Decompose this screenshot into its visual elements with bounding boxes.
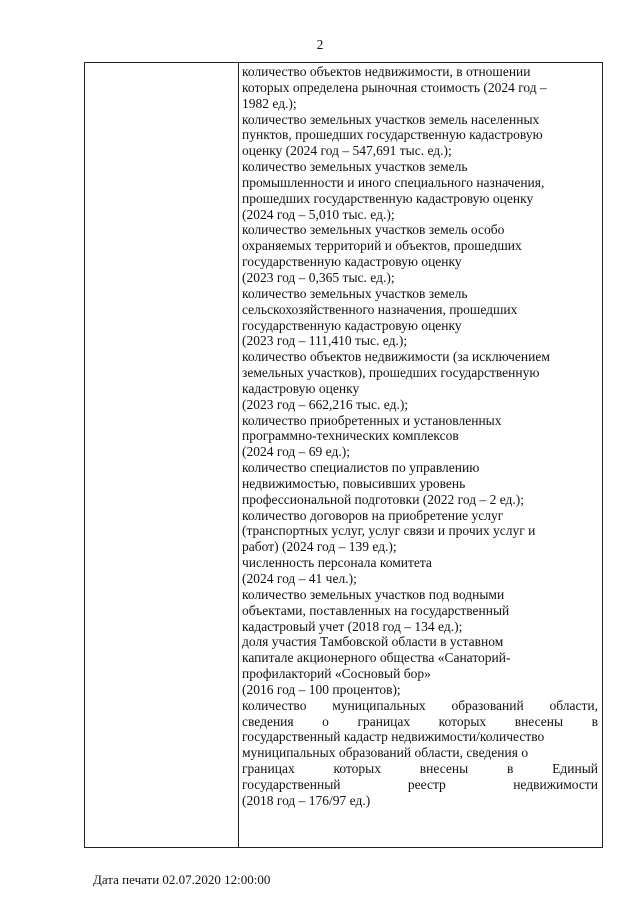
- word: границах: [357, 713, 411, 729]
- word: в: [591, 713, 598, 729]
- text-line: пунктов, прошедших государственную кадастровую: [242, 127, 543, 143]
- text-line: (2024 год – 69 ед.);: [242, 444, 350, 460]
- word: реестр: [407, 776, 446, 792]
- text-line: 1982 ед.);: [242, 95, 297, 111]
- text-line: количество приобретенных и установленных: [242, 412, 502, 428]
- text-line: количество договоров на приобретение услуг: [242, 507, 504, 523]
- justified-paragraph: [242, 698, 598, 793]
- text-line: которых определена рыночная стоимость (2024 год –: [242, 79, 547, 95]
- word: внесены: [514, 713, 564, 729]
- column-divider: [238, 63, 239, 847]
- word: количество: [242, 697, 307, 713]
- text-line: количество специалистов по управлению: [242, 460, 480, 476]
- word: в: [506, 761, 514, 777]
- text-line: сельскохозяйственного назначения, прошедших: [242, 301, 518, 317]
- text-line: охраняемых территорий и объектов, прошедших: [242, 238, 522, 254]
- text-line: (2023 год – 0,365 тыс. ед.);: [242, 269, 395, 285]
- text-line: (2023 год – 662,216 тыс. ед.);: [242, 396, 409, 412]
- word: государственный: [242, 776, 341, 792]
- text-line: государственную кадастровую оценку: [242, 317, 462, 333]
- text-line: работ) (2024 год – 139 ед.);: [242, 539, 397, 555]
- word: границах: [242, 761, 295, 777]
- word: о: [322, 713, 329, 729]
- text-line: оценку (2024 год – 547,691 тыс. ед.);: [242, 143, 452, 159]
- page-number: 2: [316, 37, 324, 52]
- word: муниципальных: [332, 697, 426, 713]
- text-line: недвижимостью, повысивших уровень: [242, 475, 466, 491]
- word: сведения: [242, 713, 294, 729]
- text-line: капитале акционерного общества «Санаторий-: [242, 650, 511, 666]
- text-line: количество объектов недвижимости, в отношении: [242, 64, 531, 79]
- text-line: промышленности и иного специального назначения,: [242, 174, 545, 190]
- text-line: [242, 698, 598, 714]
- text-line: государственную кадастровую оценку: [242, 254, 462, 270]
- word: внесены: [419, 761, 469, 777]
- word: которых: [333, 761, 381, 777]
- text-line: кадастровую оценку: [242, 380, 360, 396]
- print-date: Дата печати 02.07.2020 12:00:00: [93, 872, 271, 887]
- text-line: земельных участков), прошедших государственную: [242, 365, 540, 381]
- indicator-lines: [242, 64, 598, 698]
- word: Единый: [552, 761, 598, 777]
- indicators-text: [242, 64, 598, 809]
- word: образований: [451, 697, 524, 713]
- text-line: кадастровый учет (2018 год – 134 ед.);: [242, 618, 463, 634]
- text-line: прошедших государственную кадастровую оценку: [242, 190, 534, 206]
- text-line: (2024 год – 41 чел.);: [242, 571, 357, 586]
- text-line: количество земельных участков земель особо: [242, 222, 505, 238]
- text-line: (2016 год – 100 процентов);: [242, 681, 401, 697]
- text-line: количество земельных участков земель: [242, 285, 468, 301]
- text-line: (2018 год – 176/97 ед.): [242, 792, 371, 808]
- text-line: профилакторий «Сосновый бор»: [242, 666, 431, 682]
- text-line: количество земельных участков земель: [242, 159, 468, 175]
- text-line: доля участия Тамбовской области в уставном: [242, 634, 504, 650]
- text-line: количество земельных участков под водными: [242, 586, 505, 602]
- text-line: (транспортных услуг, услуг связи и прочих услуг и: [242, 523, 536, 539]
- text-line: [242, 714, 598, 730]
- word: недвижимости: [513, 776, 598, 792]
- text-line: [242, 761, 598, 777]
- text-line: профессиональной подготовки (2022 год – 2 ед.);: [242, 491, 525, 507]
- text-line: (2023 год – 111,410 тыс. ед.);: [242, 333, 408, 349]
- word: государственный кадастр недвижимости/количество: [242, 729, 545, 745]
- text-line: [242, 745, 598, 761]
- text-line: (2024 год – 5,010 тыс. ед.);: [242, 206, 395, 222]
- word: муниципальных образований области, сведения о: [242, 745, 529, 761]
- word: которых: [438, 713, 487, 729]
- text-line: программно-технических комплексов: [242, 428, 459, 444]
- text-line: [242, 729, 598, 745]
- word: области,: [549, 697, 598, 713]
- text-line: [242, 777, 598, 793]
- text-line: численность персонала комитета: [242, 555, 432, 571]
- text-line: объектами, поставленных на государственный: [242, 602, 510, 618]
- text-line: количество земельных участков земель населенных: [242, 111, 540, 127]
- text-line: количество объектов недвижимости (за исключением: [242, 349, 550, 365]
